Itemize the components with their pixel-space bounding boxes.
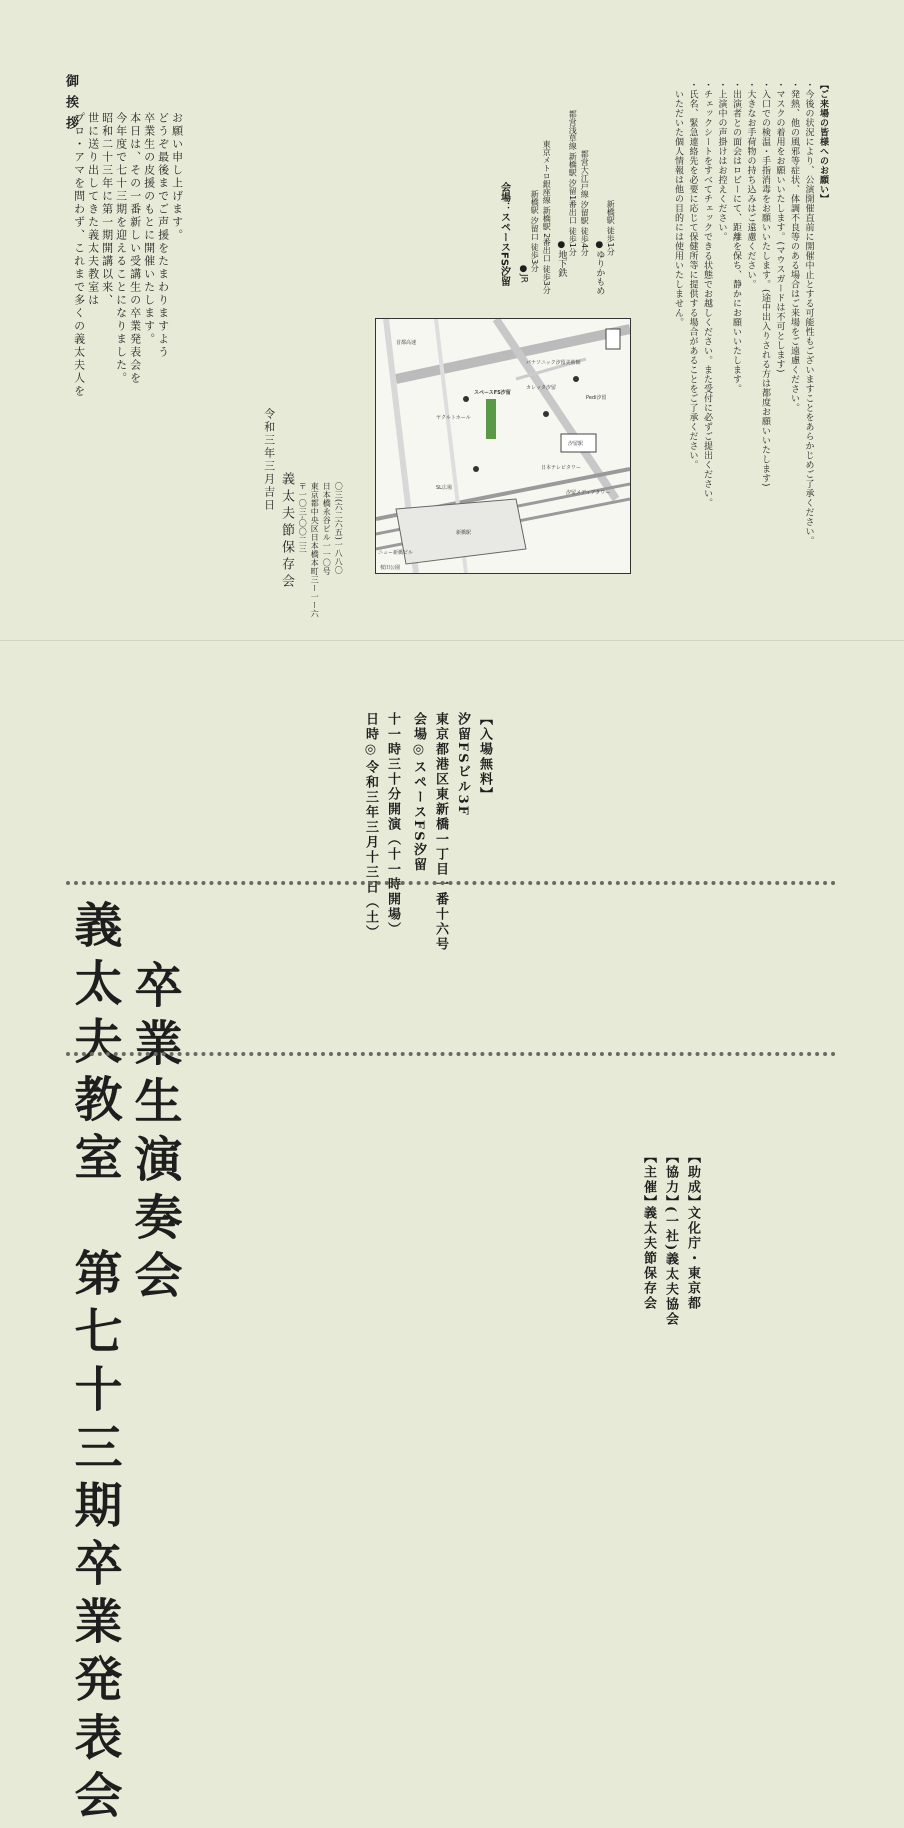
event-building: 汐留FSビル3F [454,712,470,817]
event-address: 東京都港区東新橋一丁目一番十六号 [432,712,448,952]
map-label-shiodome: 汐留駅 [568,441,584,447]
greeting-line: プロ・アマを問わず、これまで多くの義太夫人を [72,112,86,398]
map-label-nttv: 日本テレビタワー [541,465,581,471]
notice-item: ・上演中の声掛けはお控えください。 [716,80,727,242]
notice-item: ・チェックシートをすべてチェックできる状態でお越しください。また受付に必ずご提出ください。 [702,80,712,508]
greeting-line: 世に送り出してきた義太夫教室は [86,112,100,307]
notice-item: ・今後の状況により、公演開催直前に開催中止とする可能性もございますことをあらかじめご了承ください。 [803,80,814,546]
map-label-caretta: カレッタ汐留 [526,385,556,391]
route-asakusa-detail: 都営浅草線 新橋駅 汐留1番出口 徒歩1分 [568,110,578,256]
event-venue: スペースFS汐留 [410,760,426,873]
support-label: 【助成】 [684,1150,700,1210]
map-label-panasonic: パナソニック汐留美術館 [526,360,581,366]
map-label-pedi: Pedi汐留 [586,395,607,401]
event-subtitle: 卒業生演奏会 [126,960,182,1308]
map-label-venue: スペースFS汐留 [474,390,511,396]
map-label-shiodome-media: 汐留メディアタワー [566,490,611,496]
event-time: 十一時三十分開演（十一時開場） [384,712,400,937]
greeting-date: 令和三年三月吉日 [262,408,276,512]
admission-free: 【入場無料】 [476,712,492,802]
map-label-new-shinbashi: ニュー新橋ビル [378,550,414,556]
venue-map [375,318,631,574]
organizer-name: 義太夫節保存会 [640,1206,656,1311]
map-label-park: 桜田公園 [380,565,401,571]
address-postal: 〒一〇三-〇〇二三 [298,482,308,554]
notice-item: ・入口での検温・手指消毒をお願いいたします。(途中出入りされる方は都度お願いいたします) [760,80,770,488]
greeting-line: お願い申し上げます。 [170,112,184,242]
datetime-label: 日時◎ [362,712,378,759]
route-oedo-detail: 都営大江戸線 汐留駅 徒歩4分 [580,150,590,257]
route-metro-detail: 東京メトロ銀座線 新橋駅 2番出口 徒歩3分 [542,140,552,294]
greeting-heading: 御挨拶 [62,74,78,137]
notice-title: 【ご来場の皆様へのお願い】 [818,80,828,204]
address-line: 東京都中央区日本橋本町三ー一ー六 [310,482,320,618]
event-title: 義太夫教室 第七十三期卒業発表会 [66,900,122,1828]
greeting-line: 卒業生の皮援のもとに開催いたします。 [142,112,156,346]
event-venue-label: 会場◎ [410,712,426,759]
route-jr-detail: 新橋駅 汐留口 徒歩3分 [530,190,540,273]
visitor-notice [630,80,830,600]
notice-item: ・発熱、他の風邪等症状、体調不良等のある場合はご来場をご遠慮ください。 [789,80,799,413]
fold-line [0,640,904,641]
cooperation-label: 【協力】 [662,1150,678,1210]
route-yurikamome-detail: 新橋駅 徒歩1分 [606,200,616,256]
notice-item: いただいた個人情報は他の目的には使用いたしません。 [673,80,683,327]
map-label-yakult: ヤクルトホール [436,415,471,421]
divider-dotted-bottom [66,1052,836,1056]
greeting-line: 今年度で七十三期を迎えることになりました。 [114,112,128,385]
notice-item: ・大きなお手荷物の持ち込みはご遠慮ください。 [745,80,756,289]
notice-item: ・出演者との面会はロビーにて、距離を保ち、静かにお願いいたします。 [731,80,741,394]
greeting-line: どうぞ最後までご声援をたまわりますよう [156,112,170,359]
greeting-org: 義太夫節保存会 [278,472,294,591]
map-graphic [376,319,630,573]
greeting-line: 本日は、その一番新しい受講生の卒業発表会を [128,112,142,385]
map-label-highway: 首都高速 [396,340,417,346]
map-label-shinbashi: 新橋駅 [456,530,472,536]
divider-dotted-top [66,881,836,885]
support-name: 文化庁・東京都 [684,1206,700,1311]
organizer-label: 【主催】 [640,1150,656,1210]
route-jr-line: ●JR [518,264,529,283]
greeting-line: 昭和二十三年に第一期開講以来、 [100,112,114,307]
map-label-sl-plaza: SL広場 [436,485,452,491]
notice-item: ・マスクの着用をお願いいたします。(マウスガードは不可とします) [774,80,785,374]
cooperation-name: (一社)義太夫協会 [662,1206,678,1328]
route-subway-line: ●地下鉄 [556,240,567,277]
address-phone: 〇三(六二六五)一八八〇 [334,482,344,575]
venue-info-label: 会場：スペースFS汐留 [498,182,510,287]
route-yurikamome-line: ●ゆりかもめ [594,240,605,295]
address-building: 日本橋永谷ビル一一〇号 [322,482,332,576]
event-date: 令和三年三月十三日（土） [362,760,378,940]
notice-item: ・氏名、緊急連絡先を必要に応じて保健所等に提供する場合があることをご了承ください。 [687,80,698,470]
